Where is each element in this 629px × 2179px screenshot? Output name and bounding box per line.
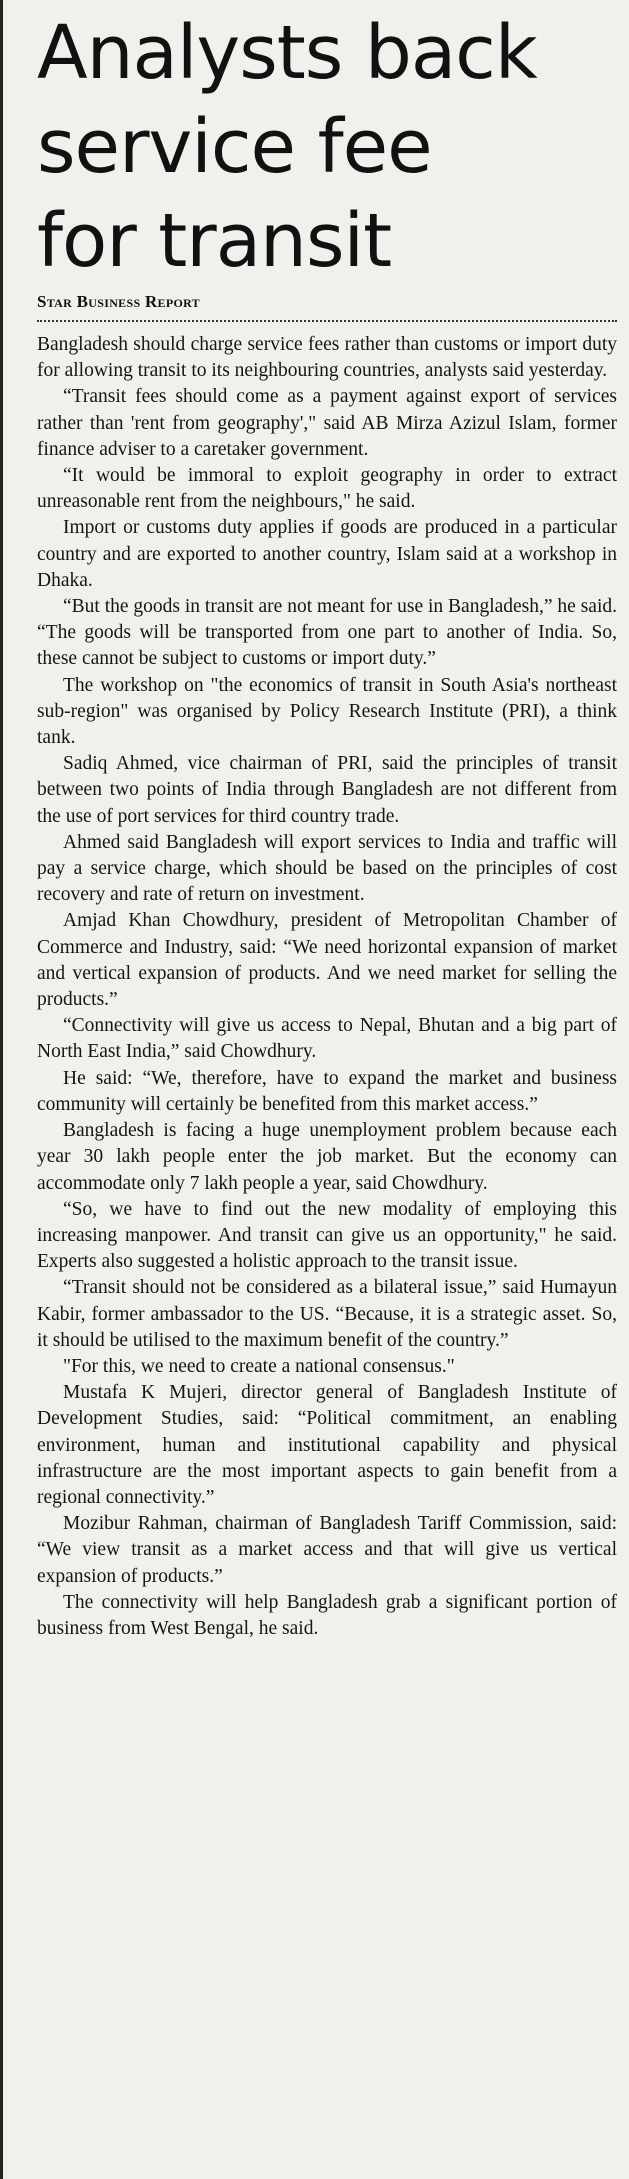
article-paragraph: Bangladesh is facing a huge unemployment problem because each year 30 lakh people enter the job market. But the economy can accommodate only 7 lakh people a year, said Chowdhury. [37,1120,617,1194]
article-paragraph: Ahmed said Bangladesh will export services to India and traffic will pay a service charge, which should be based on the principles of cost recovery and rate of return on investment. [37,831,617,906]
article-paragraph: “Transit fees should come as a payment against export of services rather than 'rent from geography'," said AB Mirza Azizul Islam, former finance adviser to a caretaker government. [37,386,617,460]
byline: Star Business Report [37,292,200,311]
article-paragraph: Import or customs duty applies if goods are produced in a particular country and are exported to another country, Islam said at a workshop in Dhaka. [37,517,617,591]
article-paragraph: Bangladesh should charge service fees rather than customs or import duty for allowing transit to its neighbouring countries, analysts said yesterday. [37,334,617,382]
article-paragraph: “But the goods in transit are not meant for use in Bangladesh,” he said. “The goods will be transported from one part to another of India. So, these cannot be subject to customs or import duty.” [37,596,617,670]
article-paragraph: The connectivity will help Bangladesh grab a significant portion of business from West Bengal, he said. [37,1591,617,1639]
article-paragraph: Mozibur Rahman, chairman of Bangladesh Tariff Commission, said: “We view transit as a market access and that will give us vertical expansion of products.” [37,1513,617,1587]
article-paragraph: Mustafa K Mujeri, director general of Bangladesh Institute of Development Studies, said: “Political commitment, an enabling environment, human and institutional capability and physical infrastructure are the most important aspects to gain benefit from a regional connectivity.” [37,1382,617,1508]
article-paragraph: The workshop on "the economics of transit in South Asia's northeast sub-region" was organised by Policy Research Institute (PRI), a think tank. [37,674,617,749]
article-paragraph: “Connectivity will give us access to Nepal, Bhutan and a big part of North East India,” said Chowdhury. [37,1015,617,1063]
article-paragraph: "For this, we need to create a national consensus." [63,1355,455,1377]
article-paragraph: “Transit should not be considered as a bilateral issue,” said Humayun Kabir, former ambassador to the US. “Because, it is a strategic asset. So, it should be utilised to the maximum benefit of the country.” [37,1277,617,1351]
headline: Analysts back service fee for transit [37,10,537,284]
article-paragraph: He said: “We, therefore, have to expand the market and business community will certainly be benefited from this market access.” [37,1067,617,1115]
dotted-divider [37,320,617,322]
article-paragraph: Sadiq Ahmed, vice chairman of PRI, said the principles of transit between two points of India through Bangladesh are not different from the use of port services for third country trade. [37,753,617,827]
article-body [37,332,617,1642]
article-paragraph: “So, we have to find out the new modality of employing this increasing manpower. And transit can give us an opportunity," he said. Experts also suggested a holistic approach to the transit issue. [37,1198,617,1273]
article-paragraph: “It would be immoral to exploit geography in order to extract unreasonable rent from the neighbours," he said. [37,465,617,513]
article-paragraph: Amjad Khan Chowdhury, president of Metropolitan Chamber of Commerce and Industry, said: “We need horizontal expansion of market and vertical expansion of products. And we need market for selling the products.” [37,910,617,1011]
